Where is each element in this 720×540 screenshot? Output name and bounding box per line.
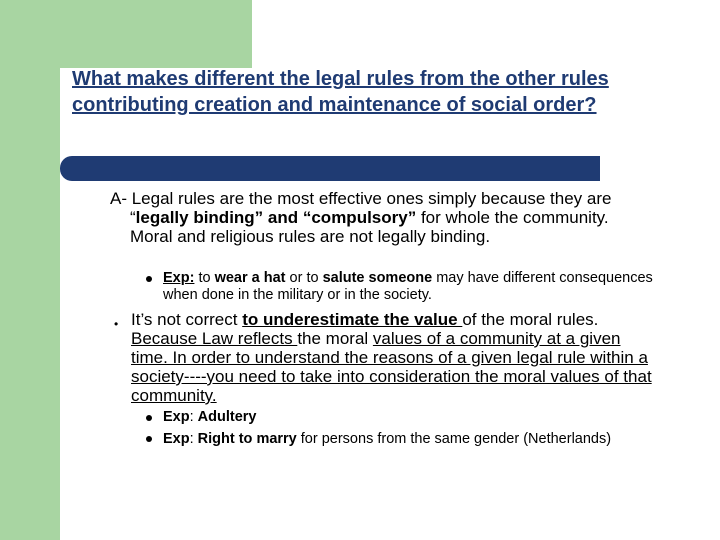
example-1-text-3: or to xyxy=(285,270,323,286)
point-b-text-1: It’s not correct xyxy=(131,310,243,329)
example-1-exp: Exp: xyxy=(163,270,195,286)
example-2-paragraph xyxy=(163,409,683,426)
example-1-bold-2: salute someone xyxy=(322,270,433,286)
point-b-underline-bold: to underestimate the value xyxy=(242,310,463,329)
example-3-text-1: : xyxy=(189,431,198,447)
point-a-prefix: A- xyxy=(110,189,127,208)
example-3-paragraph xyxy=(163,431,683,448)
example-2-exp: Exp xyxy=(163,409,190,425)
example-2-text-1: : xyxy=(189,409,198,425)
point-b-underline-2: Because Law reflects xyxy=(131,329,298,348)
title-divider-bar xyxy=(60,156,600,181)
example-3-bold: Right to marry xyxy=(197,431,297,447)
example-1-text-1: to xyxy=(194,270,215,286)
example-2-bold: Adultery xyxy=(197,409,257,425)
point-a-text-1: Legal rules are the most effective ones simply because they are “ xyxy=(127,189,612,227)
slide-title: What makes different the legal rules from the other rules contributing creation and maintenance of social order? xyxy=(72,68,609,116)
example-1-paragraph xyxy=(163,270,683,304)
example-3-text-3: for persons from the same gender (Netherlands) xyxy=(296,431,612,447)
top-accent-block xyxy=(0,0,252,68)
point-b-paragraph xyxy=(131,310,661,405)
point-a-text-3: for whole the community. Moral and religious rules are not legally binding. xyxy=(130,208,609,246)
small-bullet-icon: • xyxy=(114,317,119,331)
point-b-underline-3: values of a community at a given time. In order to understand the reasons of a given legal rule within a society----you need to take into consideration the moral values of that community. xyxy=(131,329,652,405)
point-b-text-3: of the moral rules. xyxy=(462,310,599,329)
point-a-paragraph xyxy=(110,189,650,246)
example-1-text-5: may have different consequences when done in the military or in the society. xyxy=(163,270,653,303)
point-a-bold: legally binding” and “compulsory” xyxy=(135,208,417,227)
bullet-dot-icon xyxy=(146,436,152,442)
example-1-bold-1: wear a hat xyxy=(214,270,286,286)
point-b-text-5: the moral xyxy=(297,329,373,348)
left-accent-strip xyxy=(0,0,60,540)
bullet-dot-icon xyxy=(146,276,152,282)
example-3-exp: Exp xyxy=(163,431,190,447)
bullet-dot-icon xyxy=(146,415,152,421)
